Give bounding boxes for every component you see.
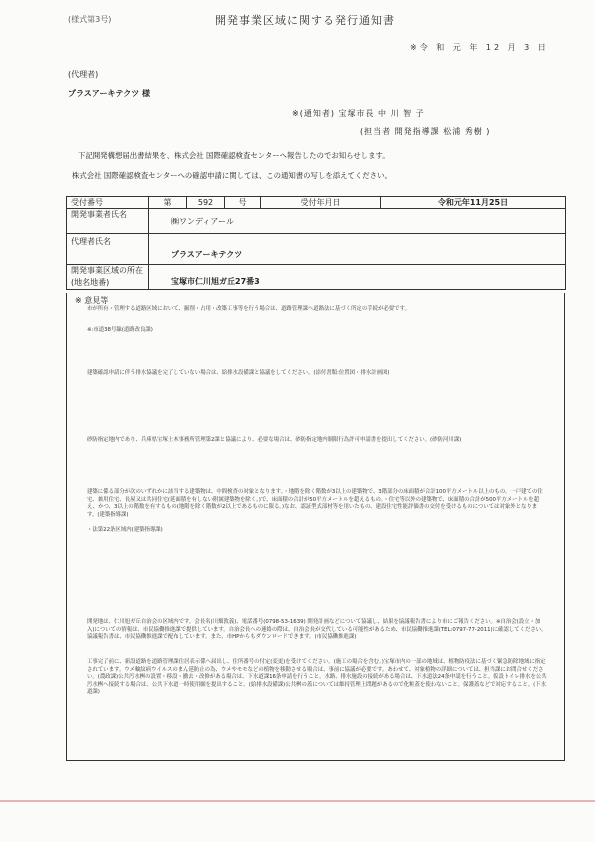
receipt-number-label: 受付番号 <box>67 197 149 209</box>
location-label <box>67 265 149 290</box>
body-text-1: 下記開発構想届出書結果を、株式会社 国際確認検査センターへ報告したのでお知らせします。 <box>78 151 390 160</box>
body-text-2: 株式会社 国際確認検査センターへの確認申請に関しては、この通知書の写しを添えてください。 <box>72 171 392 180</box>
location-label-sub: (地名地番) <box>71 278 110 287</box>
page-bottom-line <box>0 800 595 802</box>
owner-value: ㈱ワンディアール <box>149 209 566 234</box>
agent-label: (代理者) <box>68 70 99 79</box>
note-completion-procedures: 工事完了前に、新設道路を道路管理課住居表示係へ届出し、住所番号の付定(変更)を受けてください。(施工の場合を含む。)宝塚市内の一部の地域は、植物防疫法に基づく緊急防除地域に指定されています。ウメ輪紋病ウイルスのまん延防止の為、ウメやモモなどの植物を移動させる場合は、事前に協議が必要です。あわせて、対象植物の詳細については、担当課にお問合せください。(農政課)公共汚水桝の設置・移設・撤去・改修がある場合は、下水道課16条申請を行うこと。水路、排水施設の接続がある場合は、下水道法24条申請を行うこと。仮設トイレ排水を公共汚水桝へ接続する場合は、公共下水道一時使用願を提出すること。(給排水設備課)公共桝の蓋については維持管理上問題があるので化粧蓋を使わないこと。保護蓋などで対応すること。(下水道課) <box>87 659 547 696</box>
note-interim-inspection: 建築に係る部分が次のいずれかに該当する建築物は、中間検査の対象となります。・地階を除く階数が3以上の建築物で、3階部分の床面積が合計100平方メートル以上のもの。一戸建ての住宅、兼用住宅、長屋又は共同住宅(延面積を有しない附属建築物を除く。)で、床面積の合計が50平方メートルを超えるもの。・住宅等以外の建築物で、床面積の合計が500平方メートルを超え、かつ、3以上の階数を有するもの(地階を除く階数が2以上であるものに限る。)なお、認証型式部材等を用いたもの、建設住宅性能評価書の交付を受けるものについては対象外となります。(建築指導課) <box>87 489 543 518</box>
receipt-suffix: 号 <box>225 197 261 209</box>
issue-date: ※令 和 元 年 12 月 3 日 <box>410 43 549 52</box>
remarks-title: ※ 意見等 <box>75 296 109 305</box>
location-value: 宝塚市仁川旭ガ丘27番3 <box>149 265 566 290</box>
document-title: 開発事業区域に関する発行通知書 <box>215 14 395 27</box>
form-number: (様式第3号) <box>68 15 112 24</box>
agent-name-value: プラスアーキテクツ <box>149 234 566 265</box>
details-table <box>66 196 566 290</box>
contact-person: (担当者 開発指導課 松浦 秀樹 ) <box>360 127 491 136</box>
owner-label: 開発事業者氏名 <box>67 209 149 234</box>
receipt-prefix: 第 <box>149 197 187 209</box>
remarks-box <box>66 293 565 761</box>
receipt-date-label: 受付年月日 <box>261 197 381 209</box>
receipt-date: 令和元年11月25日 <box>381 197 566 209</box>
note-city-road: ※:市道38号線(道路改良課) <box>87 327 153 333</box>
receipt-number: 592 <box>187 197 225 209</box>
note-road-procedure: 市が所有・管理する道路区域において、掘削・占用・改築工事等を行う場合は、道路管理課へ道路法に基づく所定の手続が必要です。 <box>87 306 410 312</box>
note-drainage: 建築確認申請に伴う排水協議を完了していない場合は、給排水設備課と協議をしてください。(添付書類:位置図・排水計画図) <box>87 370 390 376</box>
location-label-main: 開発事業区域の所在 <box>71 266 143 275</box>
note-neighborhood-association: 開発地は、仁川旭ガ丘自治会の区域内です。会長名(川畑敦義)、電話番号(0798-53-1639) 開発計画などについて協議し、結果を協議報告書により市にご報告ください。※自治会(設立・加入)についての情報は、市民協働推進課で提供しています。自治会長への連絡の際は、自治会長が交代している可能性があるため、市民協働推進課(TEL:0797-77-2011)に確認してください。協議報告書は、市民協働推進課で配布しています。また、市HPからもダウンロードできます。(市民協働推進課) <box>87 619 547 641</box>
note-zone22: ・法第22条区域内(建築指導課) <box>87 527 163 533</box>
agent-name-label: 代理者氏名 <box>67 234 149 265</box>
note-sabo: 砂防指定地内であり、兵庫県宝塚土木事務所管理第2課と協議により、必要な場合は、砂防指定地内制限行為許可申請書を提出してください。(砂防河川課) <box>87 437 462 443</box>
sender-line: ※(通知者) 宝塚市長 中 川 智 子 <box>292 109 425 118</box>
recipient-name: プラスアーキテクツ 様 <box>68 89 150 98</box>
